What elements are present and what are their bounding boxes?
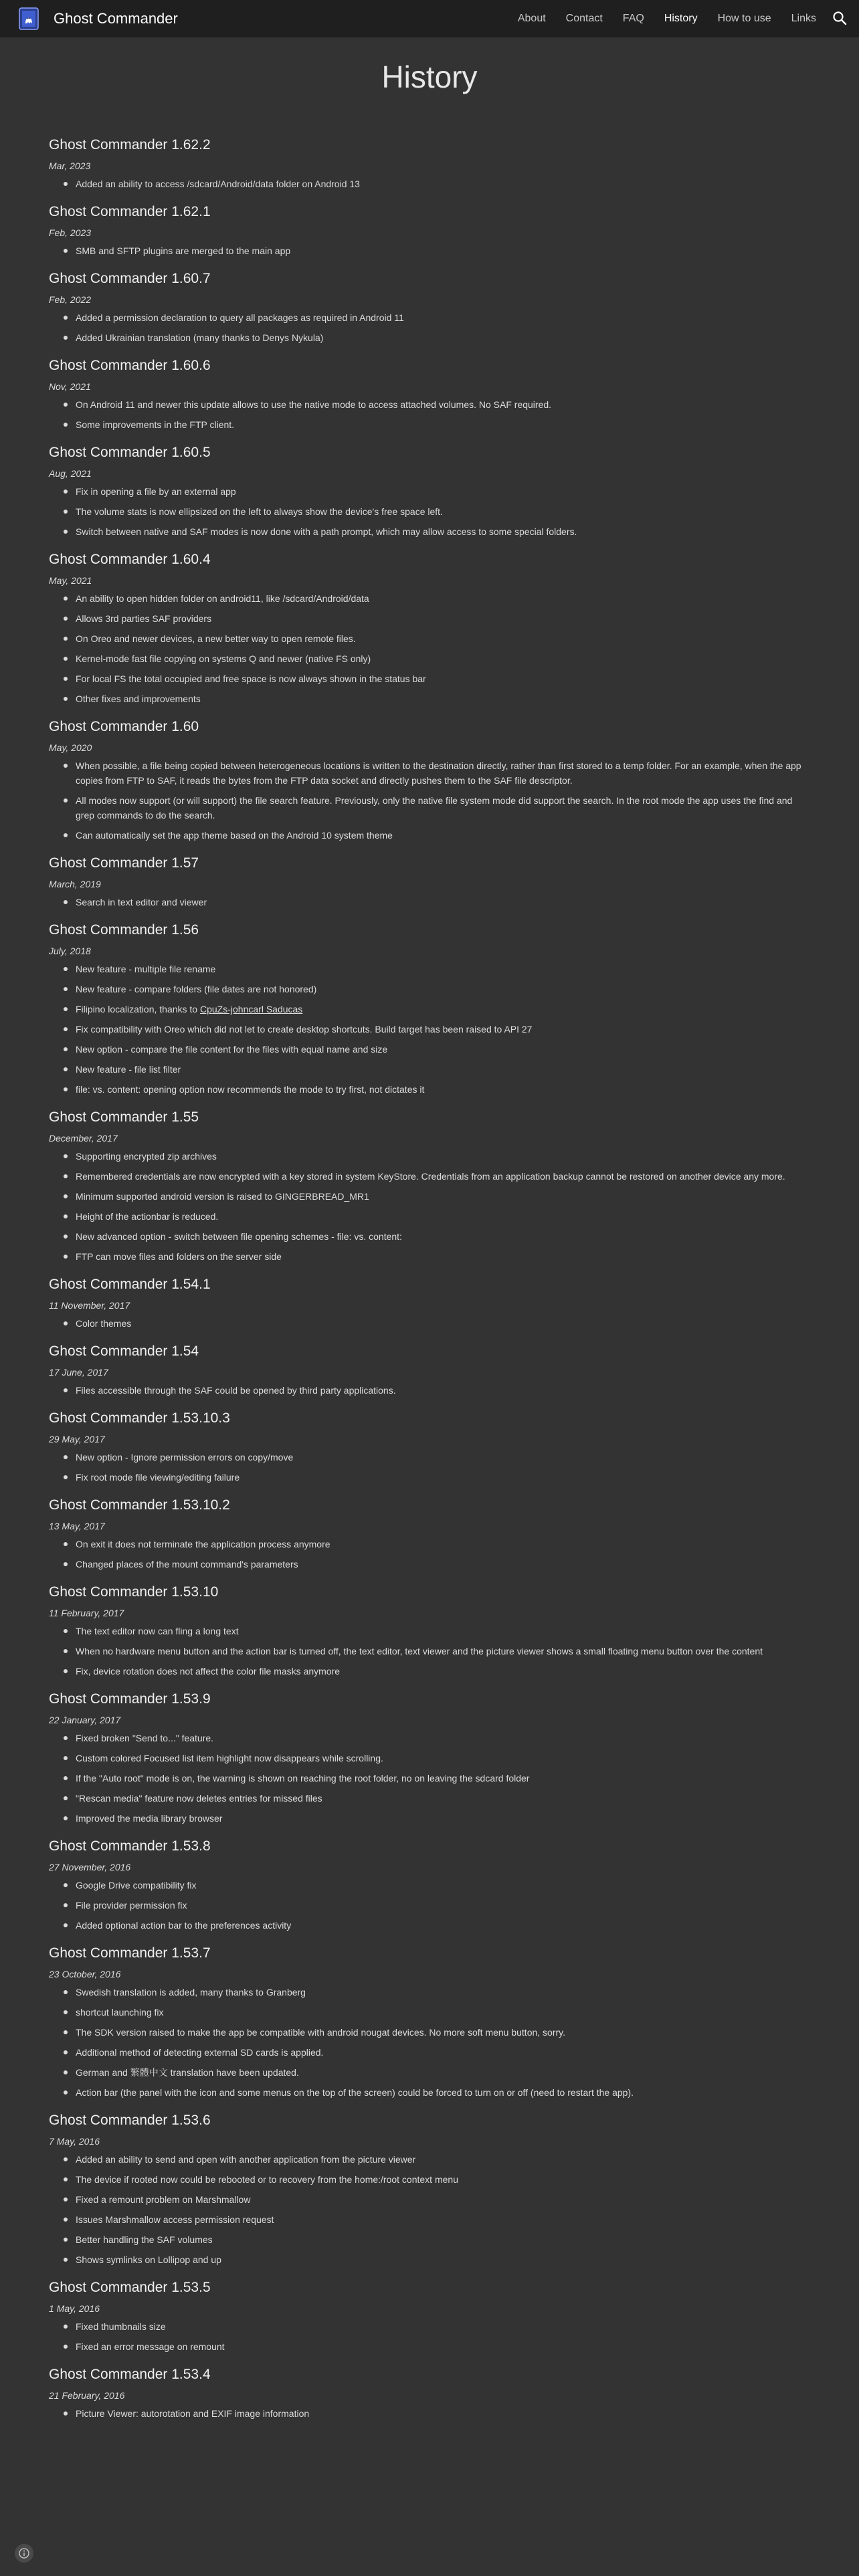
change-item: An ability to open hidden folder on android11, like /sdcard/Android/data bbox=[76, 591, 812, 606]
info-button[interactable] bbox=[15, 2544, 33, 2563]
change-item: When possible, a file being copied between heterogeneous locations is written to the destination directly, rather than first stored to a temp folder. For an example, when the app copies from FTP to SAF, it reads the bytes from the FTP data socket and directly pushes them to the SAF file descriptor. bbox=[76, 758, 812, 788]
change-list bbox=[49, 895, 812, 909]
change-item: Added an ability to send and open with another application from the picture viewer bbox=[76, 2152, 812, 2167]
history-entry bbox=[49, 1106, 812, 1264]
history-entry bbox=[49, 1688, 812, 1826]
release-date: Feb, 2022 bbox=[49, 294, 92, 305]
change-item: Fixed a remount problem on Marshmallow bbox=[76, 2192, 812, 2207]
history-entry bbox=[49, 548, 812, 706]
change-item: Some improvements in the FTP client. bbox=[76, 417, 812, 432]
version-heading: Ghost Commander 1.60 bbox=[49, 719, 199, 734]
change-list bbox=[49, 2319, 812, 2354]
change-item: Swedish translation is added, many thanks to Granberg bbox=[76, 1985, 812, 2000]
version-heading: Ghost Commander 1.53.5 bbox=[49, 2280, 211, 2295]
change-item: The device if rooted now could be rebooted or to recovery from the home:/root context menu bbox=[76, 2172, 812, 2187]
change-item: Color themes bbox=[76, 1316, 812, 1331]
change-item: Additional method of detecting external SD cards is applied. bbox=[76, 2045, 812, 2060]
history-entry bbox=[49, 1407, 812, 1485]
site-title[interactable]: Ghost Commander bbox=[54, 10, 178, 27]
change-item: Added an ability to access /sdcard/Android/data folder on Android 13 bbox=[76, 177, 812, 191]
change-item: New advanced option - switch between file opening schemes - file: vs. content: bbox=[76, 1229, 812, 1244]
change-item: German and 繁體中文 translation have been updated. bbox=[76, 2065, 812, 2080]
change-item: Remembered credentials are now encrypted with a key stored in system KeyStore. Credentials from an application backup cannot be restored on another device any more. bbox=[76, 1169, 812, 1184]
change-item: Fixed an error message on remount bbox=[76, 2339, 812, 2354]
change-list bbox=[49, 1878, 812, 1933]
change-item: Kernel-mode fast file copying on systems Q and newer (native FS only) bbox=[76, 651, 812, 666]
history-entry bbox=[49, 2363, 812, 2421]
change-list bbox=[49, 1537, 812, 1572]
history-entry bbox=[49, 267, 812, 345]
nav-link-how-to-use[interactable]: How to use bbox=[717, 13, 771, 24]
change-item: Fixed broken "Send to..." feature. bbox=[76, 1731, 812, 1745]
change-item: New feature - compare folders (file dates are not honored) bbox=[76, 982, 812, 996]
ghost-commander-logo-icon[interactable] bbox=[19, 7, 39, 30]
change-item: On Android 11 and newer this update allows to use the native mode to access attached volumes. No SAF required. bbox=[76, 397, 812, 412]
release-date: Feb, 2023 bbox=[49, 227, 92, 238]
change-item-text: Filipino localization, thanks to bbox=[76, 1004, 200, 1014]
version-heading: Ghost Commander 1.60.4 bbox=[49, 552, 211, 567]
change-item: Shows symlinks on Lollipop and up bbox=[76, 2252, 812, 2267]
change-list bbox=[49, 484, 812, 539]
change-item: Added optional action bar to the preferences activity bbox=[76, 1918, 812, 1933]
change-item: Other fixes and improvements bbox=[76, 691, 812, 706]
change-item: On Oreo and newer devices, a new better way to open remote files. bbox=[76, 631, 812, 646]
change-item: Picture Viewer: autorotation and EXIF image information bbox=[76, 2406, 812, 2421]
history-entry bbox=[49, 441, 812, 539]
change-item bbox=[76, 1002, 812, 1016]
release-date: 23 October, 2016 bbox=[49, 1969, 121, 1979]
history-entry bbox=[49, 134, 812, 191]
top-navigation-bar bbox=[0, 0, 859, 37]
change-item: Switch between native and SAF modes is now done with a path prompt, which may allow access to some special folders. bbox=[76, 524, 812, 539]
history-entry bbox=[49, 1942, 812, 2100]
change-list bbox=[49, 2406, 812, 2421]
release-date: 27 November, 2016 bbox=[49, 1862, 131, 1872]
change-list bbox=[49, 1316, 812, 1331]
history-entry bbox=[49, 354, 812, 432]
change-item: The SDK version raised to make the app be compatible with android nougat devices. No more soft menu button, sorry. bbox=[76, 2025, 812, 2040]
change-item: Improved the media library browser bbox=[76, 1811, 812, 1826]
release-date: 13 May, 2017 bbox=[49, 1521, 105, 1531]
version-heading: Ghost Commander 1.60.6 bbox=[49, 358, 211, 373]
version-heading: Ghost Commander 1.53.10.3 bbox=[49, 1410, 230, 1426]
version-heading: Ghost Commander 1.55 bbox=[49, 1109, 199, 1125]
release-date: 11 November, 2017 bbox=[49, 1300, 130, 1311]
version-heading: Ghost Commander 1.54 bbox=[49, 1344, 199, 1359]
change-item: SMB and SFTP plugins are merged to the main app bbox=[76, 243, 812, 258]
search-icon[interactable] bbox=[832, 11, 847, 25]
main-nav bbox=[498, 0, 816, 37]
nav-link-contact[interactable]: Contact bbox=[565, 13, 603, 24]
release-date: 1 May, 2016 bbox=[49, 2303, 100, 2314]
version-heading: Ghost Commander 1.62.2 bbox=[49, 137, 211, 152]
release-date: Nov, 2021 bbox=[49, 381, 91, 392]
release-date: 29 May, 2017 bbox=[49, 1434, 105, 1444]
version-heading: Ghost Commander 1.53.6 bbox=[49, 2113, 211, 2128]
version-heading: Ghost Commander 1.57 bbox=[49, 855, 199, 871]
change-list bbox=[49, 1624, 812, 1679]
change-list bbox=[49, 1450, 812, 1485]
release-date: 22 January, 2017 bbox=[49, 1715, 121, 1725]
change-item: Added Ukrainian translation (many thanks to Denys Nykula) bbox=[76, 330, 812, 345]
history-entry bbox=[49, 1273, 812, 1331]
change-item: Fix root mode file viewing/editing failure bbox=[76, 1470, 812, 1485]
change-item: Fix compatibility with Oreo which did not let to create desktop shortcuts. Build target has been raised to API 27 bbox=[76, 1022, 812, 1037]
release-date: 7 May, 2016 bbox=[49, 2136, 100, 2147]
change-item: file: vs. content: opening option now recommends the mode to try first, not dictates it bbox=[76, 1082, 812, 1097]
version-heading: Ghost Commander 1.62.1 bbox=[49, 204, 211, 219]
release-date: Aug, 2021 bbox=[49, 468, 92, 479]
change-list bbox=[49, 397, 812, 432]
change-list bbox=[49, 1383, 812, 1398]
history-entry bbox=[49, 852, 812, 909]
version-heading: Ghost Commander 1.53.10 bbox=[49, 1584, 219, 1600]
contributor-link[interactable]: CpuZs-johncarl Saducas bbox=[200, 1004, 303, 1014]
change-item: New option - Ignore permission errors on copy/move bbox=[76, 1450, 812, 1465]
change-item: "Rescan media" feature now deletes entries for missed files bbox=[76, 1791, 812, 1806]
version-heading: Ghost Commander 1.56 bbox=[49, 922, 199, 938]
history-entry bbox=[49, 1494, 812, 1572]
change-item: On exit it does not terminate the application process anymore bbox=[76, 1537, 812, 1551]
version-heading: Ghost Commander 1.60.7 bbox=[49, 271, 211, 286]
history-content bbox=[49, 134, 812, 2430]
nav-link-about[interactable]: About bbox=[517, 13, 546, 24]
version-heading: Ghost Commander 1.53.10.2 bbox=[49, 1497, 230, 1513]
history-entry bbox=[49, 201, 812, 258]
change-list bbox=[49, 177, 812, 191]
release-date: 21 February, 2016 bbox=[49, 2390, 125, 2401]
change-item: Added a permission declaration to query all packages as required in Android 11 bbox=[76, 310, 812, 325]
change-item: All modes now support (or will support) the file search feature. Previously, only the native file system mode did support the search. In the root mode the app uses the find and grep commands to do the search. bbox=[76, 793, 812, 823]
version-heading: Ghost Commander 1.60.5 bbox=[49, 445, 211, 460]
version-heading: Ghost Commander 1.53.4 bbox=[49, 2367, 211, 2382]
change-item: Height of the actionbar is reduced. bbox=[76, 1209, 812, 1224]
release-date: July, 2018 bbox=[49, 946, 91, 956]
change-item: The volume stats is now ellipsized on the left to always show the device's free space left. bbox=[76, 504, 812, 519]
version-heading: Ghost Commander 1.53.8 bbox=[49, 1838, 211, 1854]
change-item: The text editor now can fling a long text bbox=[76, 1624, 812, 1638]
history-entry bbox=[49, 919, 812, 1097]
nav-link-links[interactable]: Links bbox=[791, 13, 816, 24]
change-item: Supporting encrypted zip archives bbox=[76, 1149, 812, 1164]
nav-link-faq[interactable]: FAQ bbox=[622, 13, 644, 24]
change-item: FTP can move files and folders on the server side bbox=[76, 1249, 812, 1264]
change-list bbox=[49, 1731, 812, 1826]
change-list bbox=[49, 243, 812, 258]
history-entry bbox=[49, 2109, 812, 2267]
version-heading: Ghost Commander 1.53.9 bbox=[49, 1691, 211, 1707]
release-date: May, 2021 bbox=[49, 575, 92, 586]
change-item: Changed places of the mount command's parameters bbox=[76, 1557, 812, 1572]
change-list bbox=[49, 1149, 812, 1264]
nav-link-history[interactable]: History bbox=[664, 13, 698, 24]
change-item: Google Drive compatibility fix bbox=[76, 1878, 812, 1893]
change-item: Action bar (the panel with the icon and some menus on the top of the screen) could be forced to turn on or off (need to restart the app). bbox=[76, 2085, 812, 2100]
release-date: Mar, 2023 bbox=[49, 160, 91, 171]
change-item: Better handling the SAF volumes bbox=[76, 2232, 812, 2247]
change-list bbox=[49, 310, 812, 345]
version-heading: Ghost Commander 1.53.7 bbox=[49, 1945, 211, 1961]
release-date: 17 June, 2017 bbox=[49, 1367, 108, 1378]
change-item: Issues Marshmallow access permission request bbox=[76, 2212, 812, 2227]
change-list bbox=[49, 962, 812, 1097]
change-item: Can automatically set the app theme based on the Android 10 system theme bbox=[76, 828, 812, 843]
history-entry bbox=[49, 1835, 812, 1933]
change-item: Fix, device rotation does not affect the color file masks anymore bbox=[76, 1664, 812, 1679]
change-item: Minimum supported android version is raised to GINGERBREAD_MR1 bbox=[76, 1189, 812, 1204]
release-date: December, 2017 bbox=[49, 1133, 118, 1144]
change-item: When no hardware menu button and the action bar is turned off, the text editor, text viewer and the picture viewer shows a small floating menu button over the content bbox=[76, 1644, 812, 1658]
change-item: Custom colored Focused list item highlight now disappears while scrolling. bbox=[76, 1751, 812, 1765]
change-item: Files accessible through the SAF could be opened by third party applications. bbox=[76, 1383, 812, 1398]
change-list bbox=[49, 1985, 812, 2100]
change-item: For local FS the total occupied and free space is now always shown in the status bar bbox=[76, 671, 812, 686]
change-list bbox=[49, 758, 812, 843]
change-item: Allows 3rd parties SAF providers bbox=[76, 611, 812, 626]
change-list bbox=[49, 591, 812, 706]
history-entry bbox=[49, 716, 812, 843]
release-date: March, 2019 bbox=[49, 879, 101, 889]
change-item: Fixed thumbnails size bbox=[76, 2319, 812, 2334]
change-item: If the "Auto root" mode is on, the warning is shown on reaching the root folder, no on leaving the sdcard folder bbox=[76, 1771, 812, 1786]
change-item: New feature - multiple file rename bbox=[76, 962, 812, 976]
release-date: May, 2020 bbox=[49, 742, 92, 753]
change-item: shortcut launching fix bbox=[76, 2005, 812, 2020]
release-date: 11 February, 2017 bbox=[49, 1608, 124, 1618]
change-item: Search in text editor and viewer bbox=[76, 895, 812, 909]
change-list bbox=[49, 2152, 812, 2267]
page-title: History bbox=[381, 60, 478, 94]
change-item: New option - compare the file content for the files with equal name and size bbox=[76, 1042, 812, 1057]
history-entry bbox=[49, 1581, 812, 1679]
change-item: File provider permission fix bbox=[76, 1898, 812, 1913]
info-icon bbox=[19, 2548, 29, 2559]
history-entry bbox=[49, 2276, 812, 2354]
history-entry bbox=[49, 1340, 812, 1398]
change-item: New feature - file list filter bbox=[76, 1062, 812, 1077]
change-item: Fix in opening a file by an external app bbox=[76, 484, 812, 499]
version-heading: Ghost Commander 1.54.1 bbox=[49, 1277, 211, 1292]
